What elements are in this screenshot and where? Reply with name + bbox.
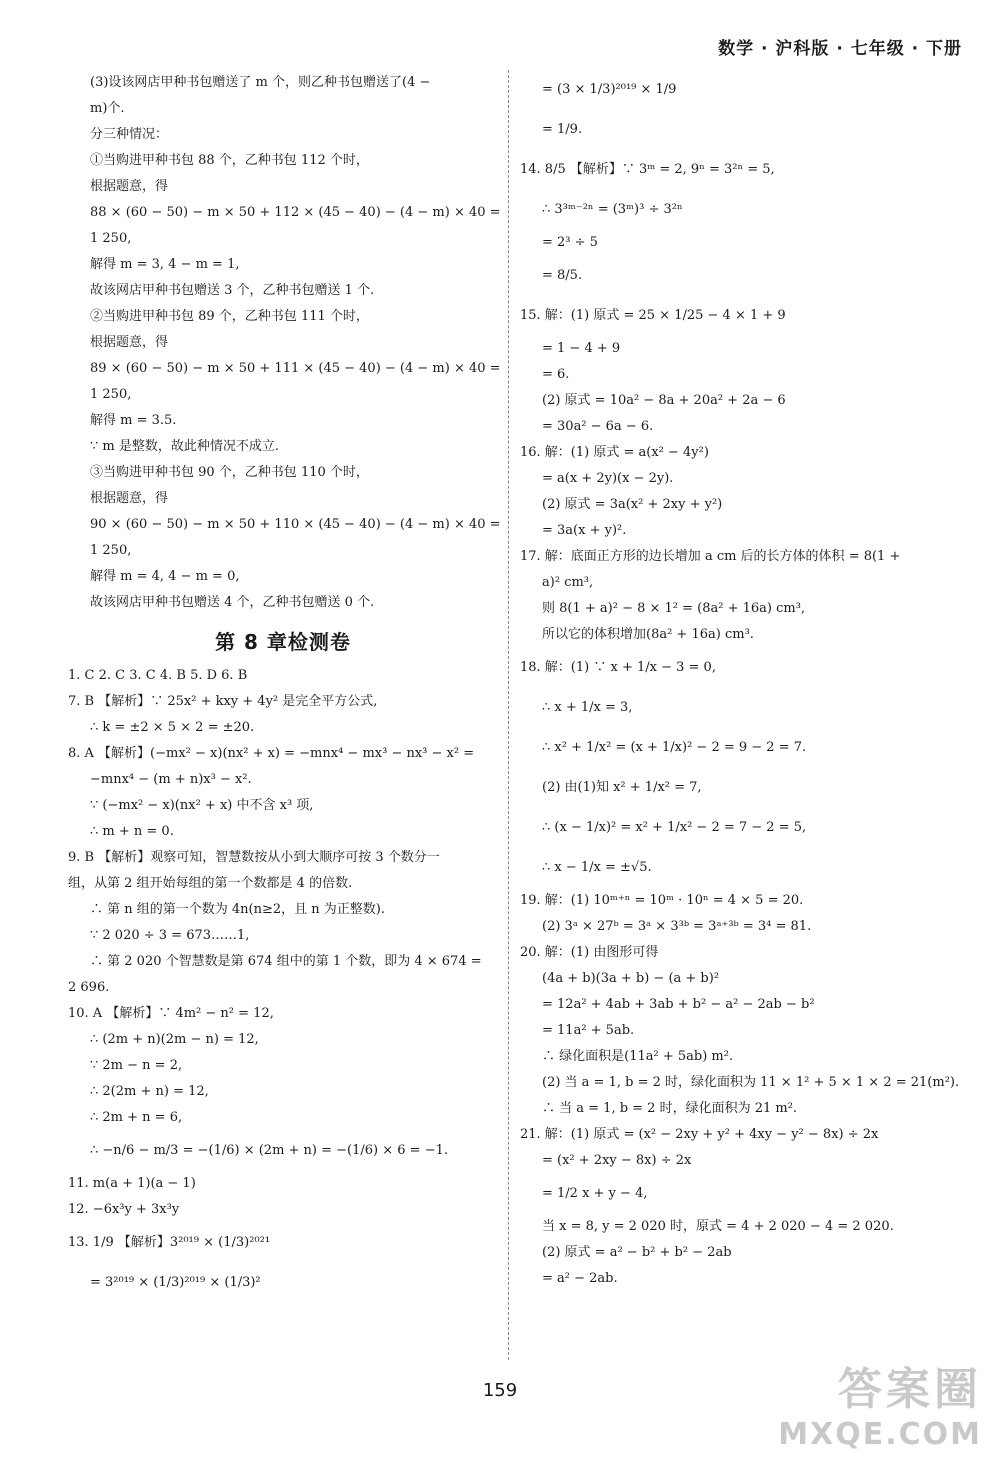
text-line: = (x² + 2xy − 8x) ÷ 2x	[542, 1153, 692, 1168]
text-line: 根据题意，得	[90, 179, 169, 194]
watermark-text: 答案圈	[838, 1364, 982, 1415]
text-line: 16. 解：(1) 原式 = a(x² − 4y²)	[520, 445, 709, 460]
text-line: (2) 3ᵃ × 27ᵇ = 3ᵃ × 3³ᵇ = 3ᵃ⁺³ᵇ = 3⁴ = 81.	[542, 919, 812, 934]
text-line: 18. 解：(1) ∵ x + 1/x − 3 = 0,	[520, 660, 716, 675]
text-line: = a(x + 2y)(x − 2y).	[542, 471, 674, 486]
text-line: 根据题意，得	[90, 491, 169, 506]
text-line: 1. C 2. C 3. C 4. B 5. D 6. B	[68, 668, 248, 683]
text-line: ∴ 当 a = 1, b = 2 时，绿化面积为 21 m².	[542, 1101, 798, 1116]
text-line: 8. A 【解析】(−mx² − x)(nx² + x) = −mnx⁴ − mx³ − nx³ − x² =	[68, 746, 475, 761]
text-line: ∴ 2(2m + n) = 12,	[90, 1084, 209, 1099]
text-line: ③当购进甲种书包 90 个，乙种书包 110 个时，	[90, 465, 369, 480]
text-line: (3)设该网店甲种书包赠送了 m 个，则乙种书包赠送了(4 −	[90, 75, 431, 90]
text-line: 根据题意，得	[90, 335, 169, 350]
text-line: 11. m(a + 1)(a − 1)	[68, 1176, 196, 1191]
text-line: (2) 由(1)知 x² + 1/x² = 7,	[542, 780, 702, 795]
text-line: 所以它的体积增加(8a² + 16a) cm³.	[542, 627, 754, 642]
text-line: = 2³ ÷ 5	[542, 235, 598, 250]
text-line: ∴ 3³ᵐ⁻²ⁿ = (3ᵐ)³ ÷ 3²ⁿ	[542, 202, 683, 217]
page-header-title: 数学 · 沪科版 · 七年级 · 下册	[718, 39, 962, 59]
text-line: 1 250,	[90, 387, 132, 402]
text-line: = 8/5.	[542, 268, 583, 283]
text-line: 15. 解：(1) 原式 = 25 × 1/25 − 4 × 1 + 9	[520, 308, 786, 323]
text-line: ∴ 2m + n = 6,	[90, 1110, 183, 1125]
text-line: 故该网店甲种书包赠送 4 个，乙种书包赠送 0 个.	[90, 595, 375, 610]
watermark-logo	[778, 1353, 982, 1452]
left-column	[68, 70, 501, 1303]
text-line: 9. B 【解析】观察可知，智慧数按从小到大顺序可按 3 个数分一	[68, 850, 440, 865]
page-number: 159	[482, 1380, 518, 1401]
text-line: 21. 解：(1) 原式 = (x² − 2xy + y² + 4xy − y² − 8x) ÷ 2x	[520, 1127, 879, 1142]
text-line: 解得 m = 4, 4 − m = 0,	[90, 569, 240, 584]
text-line: 88 × (60 − 50) − m × 50 + 112 × (45 − 40) − (4 − m) × 40 =	[90, 205, 501, 220]
text-line: 10. A 【解析】∵ 4m² − n² = 12,	[68, 1006, 274, 1021]
watermark-url: MXQE.COM	[778, 1417, 982, 1452]
text-line: = 3²⁰¹⁹ × (1/3)²⁰¹⁹ × (1/3)²	[90, 1275, 261, 1290]
text-line: ∴ x + 1/x = 3,	[542, 700, 633, 715]
text-line: = 1/2 x + y − 4,	[542, 1186, 648, 1201]
text-line: = 11a² + 5ab.	[542, 1023, 635, 1038]
text-line: = 12a² + 4ab + 3ab + b² − a² − 2ab − b²	[542, 997, 815, 1012]
text-line: 1 250,	[90, 231, 132, 246]
text-line: 组，从第 2 组开始每组的第一个数都是 4 的倍数.	[68, 876, 353, 891]
text-line: 17. 解：底面正方形的边长增加 a cm 后的长方体的体积 = 8(1 +	[520, 549, 901, 564]
text-line: ∴ m + n = 0.	[90, 824, 174, 839]
text-line: ∴ 绿化面积是(11a² + 5ab) m².	[542, 1049, 734, 1064]
column-divider	[508, 70, 509, 1360]
text-line: ∵ 2m − n = 2,	[90, 1058, 183, 1073]
text-line: 13. 1/9 【解析】3²⁰¹⁹ × (1/3)²⁰²¹	[68, 1235, 271, 1250]
text-line: (4a + b)(3a + b) − (a + b)²	[542, 971, 720, 986]
text-line: (2) 当 a = 1, b = 2 时，绿化面积为 11 × 1² + 5 × 1 × 2 = 21(m²).	[542, 1075, 960, 1090]
text-line: 当 x = 8, y = 2 020 时，原式 = 4 + 2 020 − 4 = 2 020.	[542, 1219, 894, 1234]
text-line: 19. 解：(1) 10ᵐ⁺ⁿ = 10ᵐ · 10ⁿ = 4 × 5 = 20.	[520, 893, 804, 908]
text-line: = 6.	[542, 367, 570, 382]
text-line: 90 × (60 − 50) − m × 50 + 110 × (45 − 40) − (4 − m) × 40 =	[90, 517, 501, 532]
text-line: 则 8(1 + a)² − 8 × 1² = (8a² + 16a) cm³,	[542, 601, 806, 616]
text-line: 2 696.	[68, 980, 110, 995]
text-line: (2) 原式 = a² − b² + b² − 2ab	[542, 1245, 732, 1260]
text-line: ∵ 2 020 ÷ 3 = 673……1,	[90, 928, 250, 943]
text-line: ∴ k = ±2 × 5 × 2 = ±20.	[90, 720, 255, 735]
text-line: ①当购进甲种书包 88 个，乙种书包 112 个时，	[90, 153, 369, 168]
text-line: 解得 m = 3.5.	[90, 413, 177, 428]
text-line: 14. 8/5 【解析】∵ 3ᵐ = 2, 9ⁿ = 3²ⁿ = 5,	[520, 162, 775, 177]
text-line: a)² cm³,	[542, 575, 594, 590]
text-line: ∴ x² + 1/x² = (x + 1/x)² − 2 = 9 − 2 = 7.	[542, 740, 807, 755]
text-line: 故该网店甲种书包赠送 3 个，乙种书包赠送 1 个.	[90, 283, 375, 298]
text-line: ②当购进甲种书包 89 个，乙种书包 111 个时，	[90, 309, 369, 324]
text-line: 7. B 【解析】∵ 25x² + kxy + 4y² 是完全平方公式,	[68, 694, 378, 709]
text-line: ∴ 第 2 020 个智慧数是第 674 组中的第 1 个数，即为 4 × 674 =	[90, 954, 482, 969]
text-line: 1 250,	[90, 543, 132, 558]
text-line: 解得 m = 3, 4 − m = 1,	[90, 257, 240, 272]
text-line: ∴ (2m + n)(2m − n) = 12,	[90, 1032, 259, 1047]
text-line: = a² − 2ab.	[542, 1271, 618, 1286]
text-line: 分三种情况：	[90, 127, 169, 142]
text-line: (2) 原式 = 3a(x² + 2xy + y²)	[542, 497, 723, 512]
text-line: ∴ (x − 1/x)² = x² + 1/x² − 2 = 7 − 2 = 5,	[542, 820, 807, 835]
text-line: = 30a² − 6a − 6.	[542, 419, 654, 434]
section-title: 第 8 章检测卷	[215, 630, 351, 654]
text-line: = 1/9.	[542, 122, 583, 137]
text-line: (2) 原式 = 10a² − 8a + 20a² + 2a − 6	[542, 393, 786, 408]
text-line: 20. 解：(1) 由图形可得	[520, 945, 659, 960]
text-line: = 3a(x + y)².	[542, 523, 627, 538]
text-line: = 1 − 4 + 9	[542, 341, 621, 356]
text-line: ∴ x − 1/x = ±√5.	[542, 860, 652, 875]
text-line: 12. −6x³y + 3x³y	[68, 1202, 180, 1217]
text-line: −mnx⁴ − (m + n)x³ − x².	[90, 772, 252, 787]
text-line: 89 × (60 − 50) − m × 50 + 111 × (45 − 40) − (4 − m) × 40 =	[90, 361, 501, 376]
text-line: ∵ m 是整数，故此种情况不成立.	[90, 439, 279, 454]
right-column	[520, 70, 960, 1292]
text-line: = (3 × 1/3)²⁰¹⁹ × 1/9	[542, 82, 677, 97]
text-line: ∴ 第 n 组的第一个数为 4n(n≥2，且 n 为正整数).	[90, 902, 385, 917]
text-line: ∵ (−mx² − x)(nx² + x) 中不含 x³ 项,	[90, 798, 314, 813]
text-line: ∴ −n/6 − m/3 = −(1/6) × (2m + n) = −(1/6) × 6 = −1.	[90, 1143, 448, 1158]
text-line: m)个.	[90, 101, 125, 116]
